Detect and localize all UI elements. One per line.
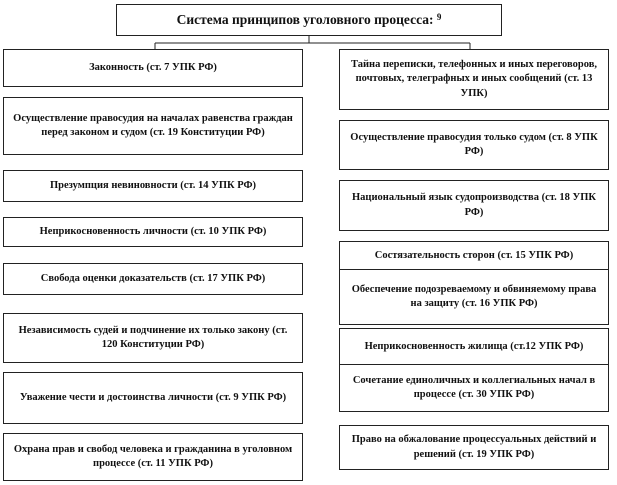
- left-box-text: Законность (ст. 7 УПК РФ): [89, 61, 217, 73]
- right-box-text: Сочетание единоличных и коллегиальных начал в процессе (ст. 30 УПК РФ): [352, 374, 596, 400]
- left-box-text: Неприкосновенность личности (ст. 10 УПК РФ): [39, 225, 267, 237]
- left-box-legality: [3, 49, 303, 87]
- left-box-rights-protection: [3, 433, 303, 481]
- left-box-honor-dignity: [3, 372, 303, 424]
- title-footnote: 9: [436, 11, 442, 22]
- right-box-correspondence-secrecy: [339, 49, 609, 110]
- left-box-text: Презумпция невиновности (ст. 14 УПК РФ): [49, 179, 257, 191]
- left-box-text: Осуществление правосудия на началах равенства граждан перед законом и судом (ст. 19 Конституции РФ): [13, 112, 293, 138]
- right-box-appeal-right: [339, 425, 609, 470]
- right-box-single-collegial: [339, 364, 609, 412]
- right-box-text: Тайна переписки, телефонных и иных переговоров, почтовых, телеграфных и иных сообщений (ст. 13 УПК): [351, 59, 597, 99]
- left-box-text: Свобода оценки доказательств (ст. 17 УПК РФ): [40, 272, 266, 284]
- right-box-justice-by-court: [339, 120, 609, 170]
- left-box-text: Охрана прав и свобод человека и гражданина в уголовном процессе (ст. 11 УПК РФ): [13, 443, 293, 469]
- right-box-adversarial: [339, 241, 609, 271]
- right-box-national-language: [339, 180, 609, 231]
- right-box-text: Осуществление правосудия только судом (ст. 8 УПК РФ): [350, 131, 598, 157]
- left-box-equality: [3, 97, 303, 155]
- right-box-text: Неприкосновенность жилища (ст.12 УПК РФ): [364, 340, 584, 352]
- left-box-presumption-innocence: [3, 170, 303, 202]
- left-box-text: Независимость судей и подчинение их только закону (ст. 120 Конституции РФ): [18, 324, 288, 350]
- diagram-title: [116, 4, 502, 36]
- right-box-right-to-defense: [339, 269, 609, 325]
- left-box-evidence-evaluation: [3, 263, 303, 295]
- title-text: Система принципов уголовного процесса:: [176, 11, 434, 27]
- right-box-text: Национальный язык судопроизводства (ст. 18 УПК РФ): [352, 192, 596, 218]
- right-box-text: Обеспечение подозреваемому и обвиняемому права на защиту (ст. 16 УПК РФ): [351, 283, 597, 309]
- right-box-text: Состязательность сторон (ст. 15 УПК РФ): [374, 249, 574, 261]
- left-box-personal-inviolability: [3, 217, 303, 247]
- left-box-judicial-independence: [3, 313, 303, 363]
- right-box-home-inviolability: [339, 328, 609, 366]
- left-box-text: Уважение чести и достоинства личности (ст. 9 УПК РФ): [19, 391, 287, 403]
- right-box-text: Право на обжалование процессуальных действий и решений (ст. 19 УПК РФ): [351, 434, 597, 460]
